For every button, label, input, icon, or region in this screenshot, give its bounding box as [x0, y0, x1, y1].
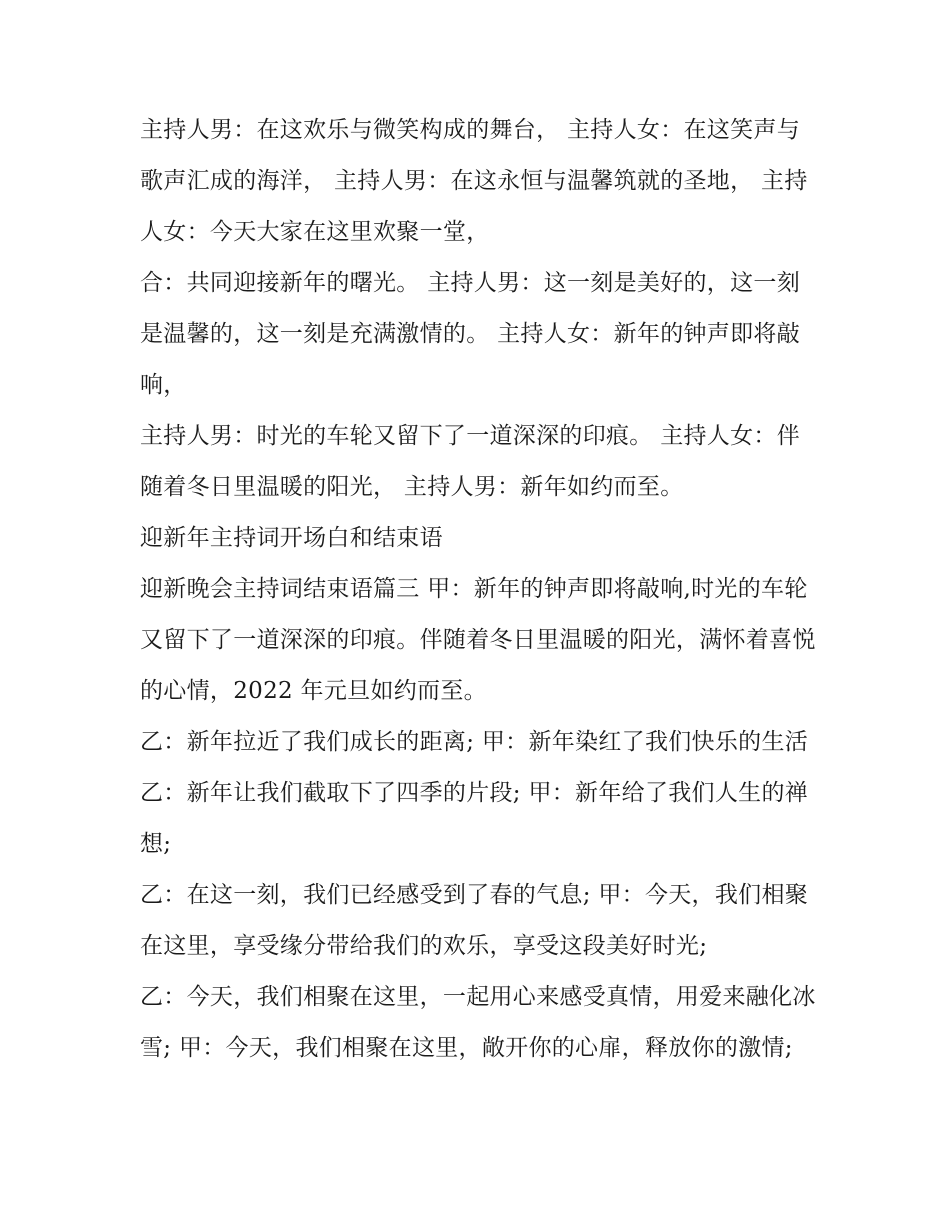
paragraph: 乙：在这一刻，我们已经感受到了春的气息; 甲：今天，我们相聚在这里，享受缘分带给我们的欢乐，享受这段美好时光; — [140, 882, 809, 959]
paragraph: 乙：今天，我们相聚在这里，一起用心来感受真情，用爱来融化冰雪; 甲：今天，我们相聚在这里，敞开你的心扉，释放你的激情; — [140, 984, 816, 1061]
paragraph: 乙：新年拉近了我们成长的距离; 甲：新年染红了我们快乐的生活 乙：新年让我们截取下了四季的片段; 甲：新年给了我们人生的禅想; — [140, 729, 809, 857]
section-title: 迎新年主持词开场白和结束语 — [140, 525, 443, 551]
paragraph: 迎新晚会主持词结束语篇三 甲：新年的钟声即将敲响,时光的车轮又留下了一道深深的印痕。伴随着冬日里温暖的阳光，满怀着喜悦的心情，2022 年元旦如约而至。 — [140, 576, 816, 704]
paragraph: 合：共同迎接新年的曙光。 主持人男：这一刻是美好的，这一刻是温馨的，这一刻是充满激情的。 主持人女：新年的钟声即将敲响， — [140, 270, 801, 398]
document-body — [140, 105, 820, 1074]
paragraph: 主持人男：在这欢乐与微笑构成的舞台， 主持人女：在这笑声与歌声汇成的海洋， 主持人男：在这永恒与温馨筑就的圣地， 主持人女：今天大家在这里欢聚一堂， — [140, 117, 808, 245]
paragraph: 主持人男：时光的车轮又留下了一道深深的印痕。 主持人女：伴随着冬日里温暖的阳光， 主持人男：新年如约而至。 — [140, 423, 801, 500]
